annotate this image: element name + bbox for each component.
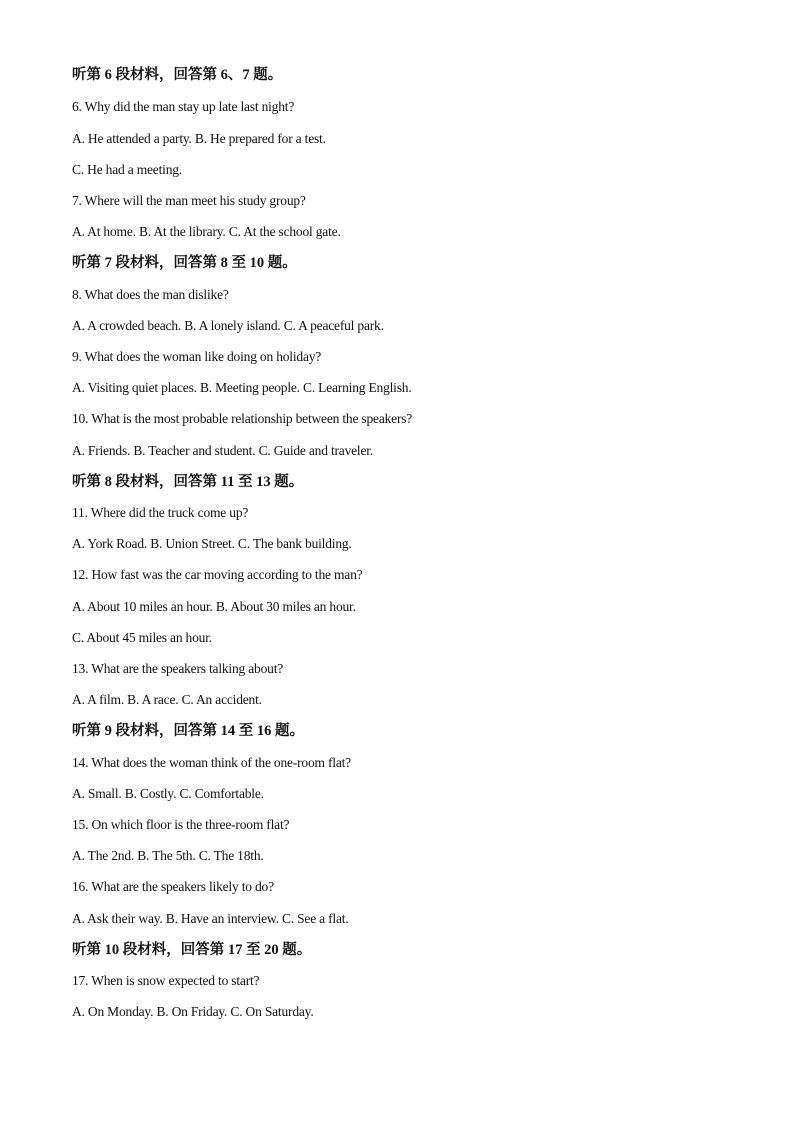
question-text: 10. What is the most probable relationship between the speakers? — [72, 411, 413, 426]
question-text: 12. How fast was the car moving according to the man? — [72, 567, 363, 582]
section-heading: 听第 8 段材料，回答第 11 至 13 题。 — [72, 474, 304, 490]
question-text: 17. When is snow expected to start? — [72, 973, 260, 988]
answer-options: A. He attended a party. B. He prepared for a test. — [72, 131, 326, 146]
answer-options: A. Small. B. Costly. C. Comfortable. — [72, 786, 264, 801]
section-heading: 听第 9 段材料，回答第 14 至 16 题。 — [72, 723, 304, 739]
answer-options: A. A film. B. A race. C. An accident. — [72, 692, 262, 707]
question-text: 9. What does the woman like doing on holiday? — [72, 349, 322, 364]
answer-options: A. Ask their way. B. Have an interview. C. See a flat. — [72, 911, 349, 926]
answer-options: A. At home. B. At the library. C. At the school gate. — [72, 224, 341, 239]
answer-options: A. A crowded beach. B. A lonely island. C. A peaceful park. — [72, 318, 384, 333]
section-heading: 听第 7 段材料，回答第 8 至 10 题。 — [72, 255, 297, 271]
question-text: 14. What does the woman think of the one-room flat? — [72, 755, 351, 770]
question-text: 13. What are the speakers talking about? — [72, 661, 284, 676]
question-text: 11. Where did the truck come up? — [72, 505, 249, 520]
section-heading: 听第 6 段材料，回答第 6、7 题。 — [72, 67, 283, 83]
question-text: 7. Where will the man meet his study group? — [72, 193, 306, 208]
question-text: 8. What does the man dislike? — [72, 287, 229, 302]
question-text: 16. What are the speakers likely to do? — [72, 879, 274, 894]
answer-options: C. About 45 miles an hour. — [72, 630, 212, 645]
answer-options: A. On Monday. B. On Friday. C. On Saturday. — [72, 1004, 314, 1019]
answer-options: C. He had a meeting. — [72, 162, 182, 177]
answer-options: A. Friends. B. Teacher and student. C. Guide and traveler. — [72, 443, 374, 458]
answer-options: A. York Road. B. Union Street. C. The bank building. — [72, 536, 352, 551]
question-text: 15. On which floor is the three-room flat? — [72, 817, 290, 832]
answer-options: A. Visiting quiet places. B. Meeting people. C. Learning English. — [72, 380, 412, 395]
answer-options: A. The 2nd. B. The 5th. C. The 18th. — [72, 848, 264, 863]
question-text: 6. Why did the man stay up late last night? — [72, 99, 295, 114]
section-heading: 听第 10 段材料，回答第 17 至 20 题。 — [72, 942, 312, 958]
answer-options: A. About 10 miles an hour. B. About 30 miles an hour. — [72, 599, 356, 614]
